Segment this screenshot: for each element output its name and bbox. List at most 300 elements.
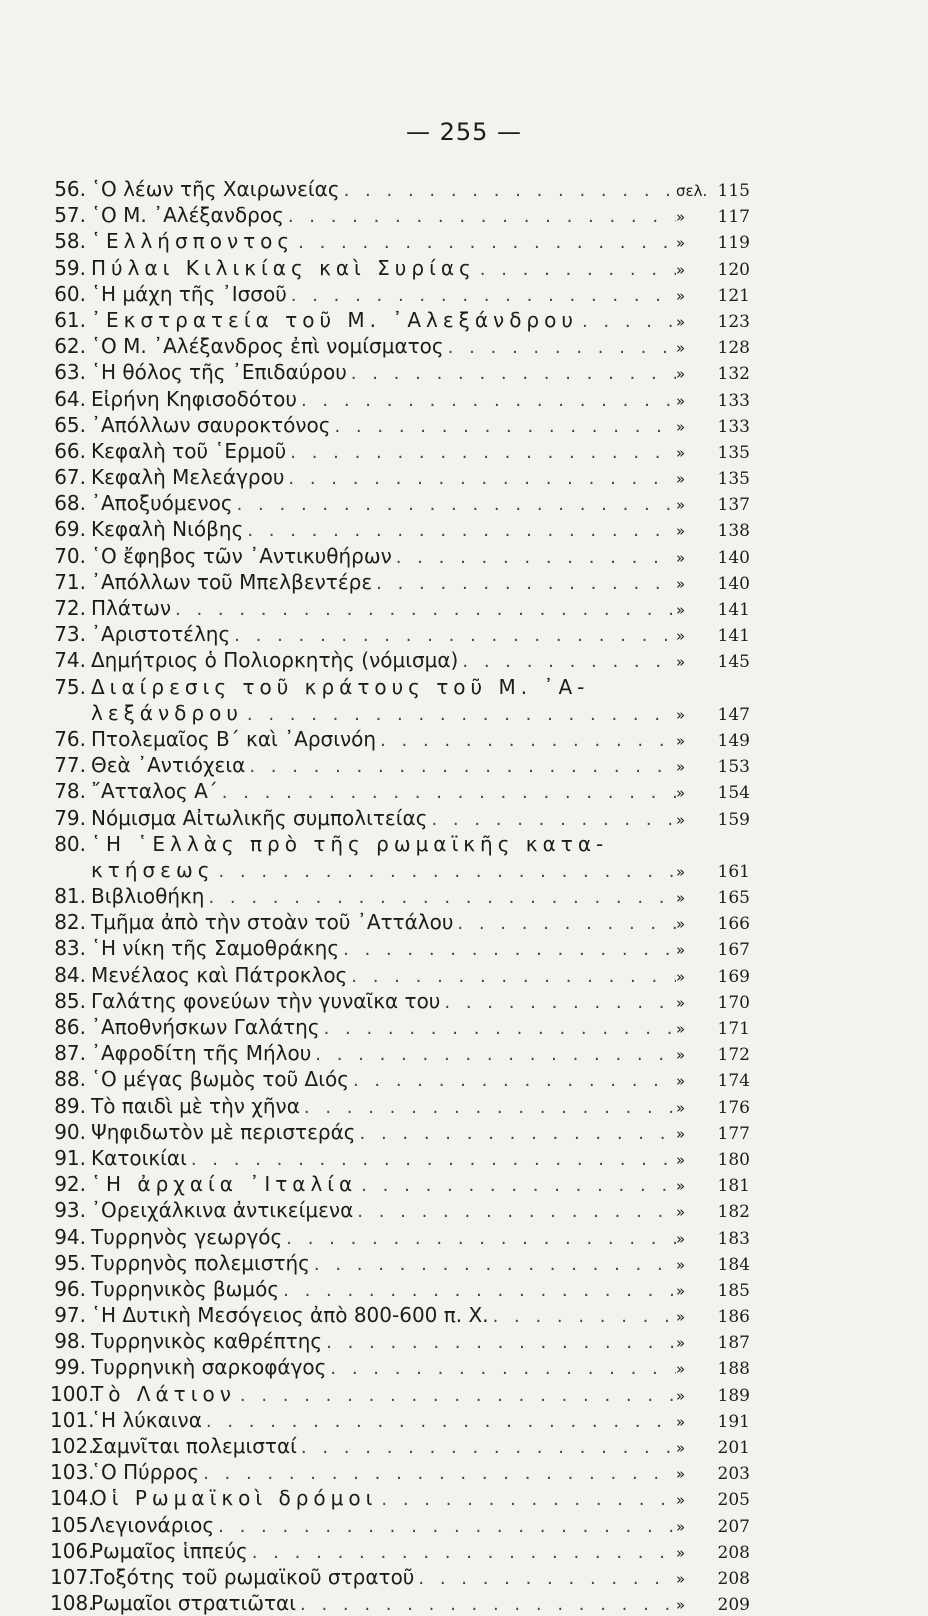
entry-page: 183 <box>717 1228 750 1249</box>
entry-page: 205 <box>717 1490 750 1511</box>
entry-number: 74. <box>54 648 86 673</box>
dot-leader <box>243 702 676 726</box>
list-item <box>50 1197 750 1223</box>
page-prefix: » <box>676 1072 686 1091</box>
list-item <box>50 438 750 464</box>
list-item <box>50 1354 750 1380</box>
dot-leader <box>440 990 676 1014</box>
dot-leader <box>282 1226 676 1250</box>
entry-number: 91. <box>54 1145 86 1170</box>
page-prefix: » <box>676 889 686 908</box>
entry-title: ῾Ο Μ. ᾿Αλέξανδρος <box>91 203 284 228</box>
list-item <box>50 307 750 333</box>
list-item <box>50 228 750 254</box>
entry-page: 133 <box>717 390 750 411</box>
entry-title: Κεφαλὴ τοῦ ῾Ερμοῦ <box>91 438 287 463</box>
entry-title: ῾Ελλήσποντος <box>91 229 295 254</box>
entry-number: 58. <box>54 229 86 254</box>
page-prefix: » <box>676 993 686 1012</box>
entry-title: ῾Η λύκαινα <box>91 1407 202 1432</box>
list-item <box>50 1381 750 1407</box>
entry-page: 170 <box>717 992 750 1013</box>
dot-leader <box>377 1487 676 1511</box>
dot-leader <box>427 807 676 831</box>
list-item <box>50 1590 750 1616</box>
dot-leader <box>340 178 676 202</box>
page-prefix: » <box>676 1543 686 1562</box>
page-prefix: » <box>676 260 686 279</box>
list-item <box>50 909 750 935</box>
list-item <box>50 674 750 700</box>
list-item <box>50 1250 750 1276</box>
list-item <box>50 621 750 647</box>
page-prefix: » <box>676 1229 686 1248</box>
entry-number: 71. <box>54 569 86 594</box>
entry-number: 99. <box>54 1355 86 1380</box>
dot-leader <box>414 1566 676 1590</box>
dot-leader <box>372 571 676 595</box>
list-item <box>50 1014 750 1040</box>
dot-leader <box>356 1121 676 1145</box>
page-prefix: » <box>676 1412 686 1431</box>
page-prefix: » <box>676 653 686 672</box>
entry-title: Λεγιονάριος <box>91 1512 215 1537</box>
entry-number: 95. <box>54 1250 86 1275</box>
page-prefix: » <box>676 731 686 750</box>
entry-number: 103. <box>50 1460 95 1485</box>
entry-number: 104. <box>50 1486 95 1511</box>
entry-title: ῾Η ἀρχαία ᾿Ιταλία <box>91 1172 358 1197</box>
entry-title: Τὸ παιδὶ μὲ τὴν χῆνα <box>91 1093 300 1118</box>
entry-title: Τυρρηνικὸς καθρέπτης <box>91 1329 323 1354</box>
dot-leader <box>392 545 676 569</box>
entry-page: 184 <box>717 1254 750 1275</box>
entry-page: 166 <box>717 914 750 935</box>
entry-number: 75. <box>54 674 86 699</box>
dot-leader <box>357 1173 676 1197</box>
entry-page: 189 <box>717 1385 750 1406</box>
entry-title: ῾Ο Πύρρος <box>91 1460 200 1485</box>
entry-page: 135 <box>717 442 750 463</box>
entry-title: Σαμνῖται πολεμισταί <box>91 1434 297 1458</box>
entry-page: 132 <box>717 364 750 385</box>
entry-number: 76. <box>54 726 86 751</box>
entry-page: 123 <box>717 311 750 332</box>
page-prefix: » <box>676 1020 686 1038</box>
entry-title: Πτολεμαῖος Β΄ καὶ ᾿Αρσινόη <box>91 726 377 751</box>
page-prefix: » <box>676 470 686 489</box>
entry-title: κτήσεως <box>91 857 215 882</box>
page-prefix: » <box>676 417 686 436</box>
entry-number: 90. <box>54 1119 86 1144</box>
entry-number: 68. <box>54 491 86 516</box>
entry-number: 64. <box>54 386 86 411</box>
entry-number: 94. <box>54 1224 86 1249</box>
list-item <box>50 1538 750 1564</box>
list-item <box>50 778 750 804</box>
entry-title: ῾Η Δυτικὴ Μεσόγειος ἀπὸ 800-600 π. Χ. <box>91 1303 489 1328</box>
page-prefix: » <box>676 862 686 881</box>
dot-leader <box>444 335 676 359</box>
table-of-illustrations <box>50 176 750 1616</box>
dot-leader <box>236 1383 676 1407</box>
entry-title: ᾿Αριστοτέλης <box>91 622 231 647</box>
page-prefix: » <box>676 574 686 593</box>
entry-title: ᾿Απόλλων σαυροκτόνος <box>91 412 331 437</box>
entry-page: 176 <box>717 1097 750 1118</box>
entry-page: 191 <box>717 1411 750 1432</box>
page-prefix: » <box>676 1465 686 1484</box>
list-item <box>50 1407 750 1433</box>
entry-number: 56. <box>54 177 86 201</box>
entry-title: ῾Ο μέγας βωμὸς τοῦ Διός <box>91 1067 349 1092</box>
entry-title: ῾Ο ἔφηβος τῶν ᾿Αντικυθήρων <box>91 543 392 568</box>
list-item <box>50 1171 750 1197</box>
list-item <box>50 752 750 778</box>
page-prefix: » <box>676 496 686 515</box>
entry-page: 172 <box>717 1045 750 1066</box>
list-item <box>50 805 750 831</box>
entry-title: ᾿Αποξυόμενος <box>91 491 233 516</box>
page-prefix: » <box>676 1386 686 1405</box>
list-item <box>50 726 750 752</box>
entry-page: 188 <box>717 1359 750 1380</box>
entry-title: Βιβλιοθήκη <box>91 884 205 909</box>
entry-page: 128 <box>717 338 750 359</box>
entry-title: λεξάνδρου <box>91 700 243 725</box>
page-prefix: » <box>676 1596 686 1615</box>
entry-title: Τυρρηνὸς γεωργός <box>91 1224 283 1249</box>
dot-leader <box>578 309 676 333</box>
entry-number: 108. <box>50 1591 95 1616</box>
entry-number: 67. <box>54 465 86 490</box>
entry-page: 140 <box>717 573 750 594</box>
page-prefix: » <box>676 810 686 829</box>
dot-leader <box>322 1330 676 1354</box>
entry-title: ᾿Απόλλων τοῦ Μπελβεντέρε <box>91 569 373 594</box>
list-item <box>50 543 750 569</box>
entry-number: 62. <box>54 334 86 359</box>
list-item <box>50 1433 750 1459</box>
dot-leader <box>218 780 676 804</box>
page-prefix: » <box>676 522 686 541</box>
page-prefix: » <box>676 1360 686 1379</box>
list-item <box>50 569 750 595</box>
page-prefix: » <box>676 705 686 724</box>
entry-title: Γαλάτης φονεύων τὴν γυναῖκα του <box>91 988 441 1013</box>
entry-title: ῾Η ῾Ελλὰς πρὸ τῆς ρωμαϊκῆς κατα- <box>91 831 609 856</box>
entry-number: 93. <box>54 1198 86 1223</box>
page-prefix: » <box>676 967 686 986</box>
entry-page: 115 <box>717 181 750 201</box>
list-item <box>50 1040 750 1066</box>
entry-page: 159 <box>717 809 750 830</box>
list-item <box>50 1459 750 1485</box>
entry-number: 85. <box>54 988 86 1013</box>
entry-number: 65. <box>54 412 86 437</box>
page-prefix: » <box>676 1569 686 1588</box>
page-prefix: » <box>676 312 686 331</box>
entry-number: 84. <box>54 962 86 987</box>
page-prefix: » <box>676 1046 686 1065</box>
dot-leader <box>347 964 676 988</box>
list-item <box>50 386 750 412</box>
entry-number: 63. <box>54 360 86 385</box>
dot-leader <box>204 885 676 909</box>
entry-page: 119 <box>717 233 750 254</box>
page-prefix: » <box>676 627 686 646</box>
entry-title: ῎Ατταλος Α΄ <box>91 779 218 804</box>
entry-number: 100. <box>50 1381 95 1406</box>
page-prefix: » <box>676 548 686 567</box>
dot-leader <box>297 1435 676 1459</box>
entry-number: 105. <box>50 1512 95 1537</box>
list-item <box>50 1564 750 1590</box>
list-item <box>50 1328 750 1354</box>
page-prefix: » <box>676 941 686 960</box>
entry-number: 96. <box>54 1276 86 1301</box>
entry-number: 57. <box>54 203 86 228</box>
list-item <box>50 647 750 673</box>
entry-page: 177 <box>717 1123 750 1144</box>
page-prefix: » <box>676 1439 686 1457</box>
page-prefix: » <box>676 601 686 619</box>
dot-leader <box>296 1592 676 1616</box>
entry-title: Πλάτων <box>91 596 172 620</box>
list-item <box>50 595 750 621</box>
entry-title: Τμῆμα ἀπὸ τὴν στοὰν τοῦ ᾿Αττάλου <box>91 910 454 935</box>
entry-title: ᾿Ορειχάλκινα ἀντικείμενα <box>91 1198 354 1223</box>
dot-leader <box>233 492 676 516</box>
page-prefix: » <box>676 758 686 777</box>
entry-title: ᾿Εκστρατεία τοῦ Μ. ᾿Αλεξάνδρου <box>91 307 578 332</box>
entry-number: 82. <box>54 910 86 935</box>
entry-page: 207 <box>717 1516 750 1537</box>
dot-leader <box>245 754 676 778</box>
page-prefix: » <box>676 1177 686 1196</box>
list-item <box>50 1145 750 1171</box>
dot-leader <box>353 1199 676 1223</box>
page-prefix: » <box>676 391 686 410</box>
dot-leader <box>347 361 676 385</box>
page-prefix: » <box>676 1124 686 1143</box>
dot-leader <box>458 649 676 673</box>
list-item <box>50 857 750 883</box>
entry-title: Τοξότης τοῦ ρωμαϊκοῦ στρατοῦ <box>91 1564 415 1589</box>
entry-page: 185 <box>717 1280 750 1301</box>
entry-title: Ρωμαῖοι στρατιῶται <box>91 1591 296 1616</box>
entry-page: 135 <box>717 469 750 490</box>
list-item <box>50 1224 750 1250</box>
entry-title: Κεφαλὴ Νιόβης <box>91 517 244 542</box>
entry-page: 147 <box>717 704 750 725</box>
entry-title: ῾Η μάχη τῆς ᾿Ισσοῦ <box>91 281 287 306</box>
list-item <box>50 1119 750 1145</box>
entry-page: 182 <box>717 1202 750 1223</box>
page-prefix: » <box>676 1203 686 1222</box>
entry-page: 201 <box>717 1438 750 1458</box>
page-prefix: » <box>676 1150 686 1169</box>
page-prefix: » <box>676 443 686 462</box>
list-item <box>50 1066 750 1092</box>
page-prefix: » <box>676 1098 686 1117</box>
entry-number: 59. <box>54 255 86 280</box>
entry-number: 60. <box>54 281 86 306</box>
entry-title: ῾Ο Μ. ᾿Αλέξανδρος ἐπὶ νομίσματος <box>91 334 444 359</box>
entry-title: Κατοικίαι <box>91 1145 187 1170</box>
dot-leader <box>349 1068 676 1092</box>
entry-page: 153 <box>717 757 750 778</box>
entry-title: Τὸ Λάτιον <box>91 1381 236 1406</box>
entry-title: ῾Ο λέων τῆς Χαιρωνείας <box>91 177 340 201</box>
entry-number: 66. <box>54 438 86 463</box>
page-prefix: » <box>676 784 686 803</box>
entry-number: 77. <box>54 753 86 778</box>
entry-page: 121 <box>717 285 750 306</box>
page-number: — 255 — <box>405 118 523 146</box>
entry-title: Τυρρηνικὸς βωμός <box>91 1276 280 1301</box>
entry-title: Ρωμαῖος ἱππεύς <box>91 1538 248 1563</box>
entry-page: 161 <box>717 861 750 882</box>
list-item <box>50 255 750 281</box>
dot-leader <box>489 1304 676 1328</box>
list-item <box>50 962 750 988</box>
entry-title: Μενέλαος καὶ Πάτροκλος <box>91 962 348 987</box>
page-prefix: » <box>676 1255 686 1274</box>
dot-leader <box>284 466 676 490</box>
entry-number: 81. <box>54 884 86 909</box>
entry-title: Πύλαι Κιλικίας καὶ Συρίας <box>91 255 476 280</box>
dot-leader <box>376 728 676 752</box>
entry-page: 208 <box>717 1542 750 1563</box>
page-prefix: » <box>676 1517 686 1536</box>
dot-leader <box>476 257 676 281</box>
dot-leader <box>243 518 676 542</box>
dot-leader <box>199 1461 676 1485</box>
entry-number: 70. <box>54 543 86 568</box>
entry-page: 141 <box>717 600 750 620</box>
entry-number: 79. <box>54 805 86 830</box>
entry-page: 180 <box>717 1149 750 1170</box>
dot-leader <box>297 388 676 412</box>
entry-page: 154 <box>717 783 750 804</box>
entry-number: 78. <box>54 779 86 804</box>
entry-number: 72. <box>54 596 86 620</box>
entry-page: 171 <box>717 1019 750 1039</box>
entry-page: 167 <box>717 940 750 961</box>
dot-leader <box>287 283 676 307</box>
dot-leader <box>187 1147 676 1171</box>
dot-leader <box>339 937 676 961</box>
entry-title: Οἱ Ρωμαϊκοὶ δρόμοι <box>91 1486 378 1511</box>
entry-page: 137 <box>717 495 750 516</box>
dot-leader <box>330 414 676 438</box>
entry-number: 87. <box>54 1041 86 1066</box>
entry-page: 138 <box>717 521 750 542</box>
entry-title: Θεὰ ᾿Αντιόχεια <box>91 753 246 778</box>
list-item <box>50 281 750 307</box>
entry-page: 208 <box>717 1568 750 1589</box>
entry-number: 73. <box>54 622 86 647</box>
dot-leader <box>171 597 676 621</box>
dot-leader <box>320 1016 676 1040</box>
dot-leader <box>214 859 676 883</box>
list-item <box>50 1302 750 1328</box>
page-prefix: » <box>676 208 686 227</box>
dot-leader <box>202 1409 676 1433</box>
list-item <box>50 1093 750 1119</box>
entry-title: ῾Η θόλος τῆς ᾿Επιδαύρου <box>91 360 347 385</box>
page-prefix: » <box>676 1334 686 1353</box>
dot-leader <box>453 911 676 935</box>
entry-title: Τυρρηνικὴ σαρκοφάγος <box>91 1355 327 1380</box>
entry-number: 102. <box>50 1434 95 1458</box>
entry-title: ᾿Αποθνήσκων Γαλάτης <box>91 1015 320 1039</box>
entry-number: 89. <box>54 1093 86 1118</box>
list-item <box>50 464 750 490</box>
dot-leader <box>284 204 676 228</box>
dot-leader <box>230 623 676 647</box>
list-item <box>50 831 750 857</box>
entry-title: ῾Η νίκη τῆς Σαμοθράκης <box>91 936 340 961</box>
page-prefix: » <box>676 339 686 358</box>
entry-page: 169 <box>717 966 750 987</box>
entry-page: 209 <box>717 1595 750 1616</box>
entry-page: 140 <box>717 547 750 568</box>
list-item <box>50 359 750 385</box>
entry-title: Τυρρηνὸς πολεμιστής <box>91 1250 310 1275</box>
entry-number: 86. <box>54 1015 86 1039</box>
page-prefix: » <box>676 915 686 934</box>
entry-page: 174 <box>717 1071 750 1092</box>
entry-title: Νόμισμα Αἰτωλικῆς συμπολιτείας <box>91 805 428 830</box>
dot-leader <box>286 440 676 464</box>
list-item <box>50 1512 750 1538</box>
entry-page: 165 <box>717 888 750 909</box>
entry-page: 141 <box>717 626 750 647</box>
entry-title: Κεφαλὴ Μελεάγρου <box>91 465 285 490</box>
entry-number: 107. <box>50 1564 95 1589</box>
entry-page: 181 <box>717 1176 750 1197</box>
page-prefix: σελ. <box>676 182 708 200</box>
entry-number: 80. <box>54 831 86 856</box>
entry-page: 203 <box>717 1464 750 1485</box>
list-item <box>50 412 750 438</box>
page-prefix: » <box>676 286 686 305</box>
page-prefix: » <box>676 234 686 253</box>
entry-number: 69. <box>54 517 86 542</box>
entry-page: 186 <box>717 1307 750 1328</box>
dot-leader <box>326 1356 676 1380</box>
dot-leader <box>310 1252 676 1276</box>
dot-leader <box>248 1540 676 1564</box>
entry-title: Διαίρεσις τοῦ κράτους τοῦ Μ. ᾿Α- <box>91 674 590 699</box>
entry-page: 117 <box>717 207 750 228</box>
dot-leader <box>279 1278 676 1302</box>
entry-number: 83. <box>54 936 86 961</box>
entry-number: 106. <box>50 1538 95 1563</box>
list-item <box>50 333 750 359</box>
list-item <box>50 516 750 542</box>
list-item <box>50 988 750 1014</box>
entry-title: Ψηφιδωτὸν μὲ περιστεράς <box>91 1119 356 1144</box>
entry-number: 92. <box>54 1172 86 1197</box>
dot-leader <box>214 1514 676 1538</box>
list-item <box>50 700 750 726</box>
dot-leader <box>300 1095 676 1119</box>
entry-page: 187 <box>717 1333 750 1354</box>
dot-leader <box>311 1042 676 1066</box>
